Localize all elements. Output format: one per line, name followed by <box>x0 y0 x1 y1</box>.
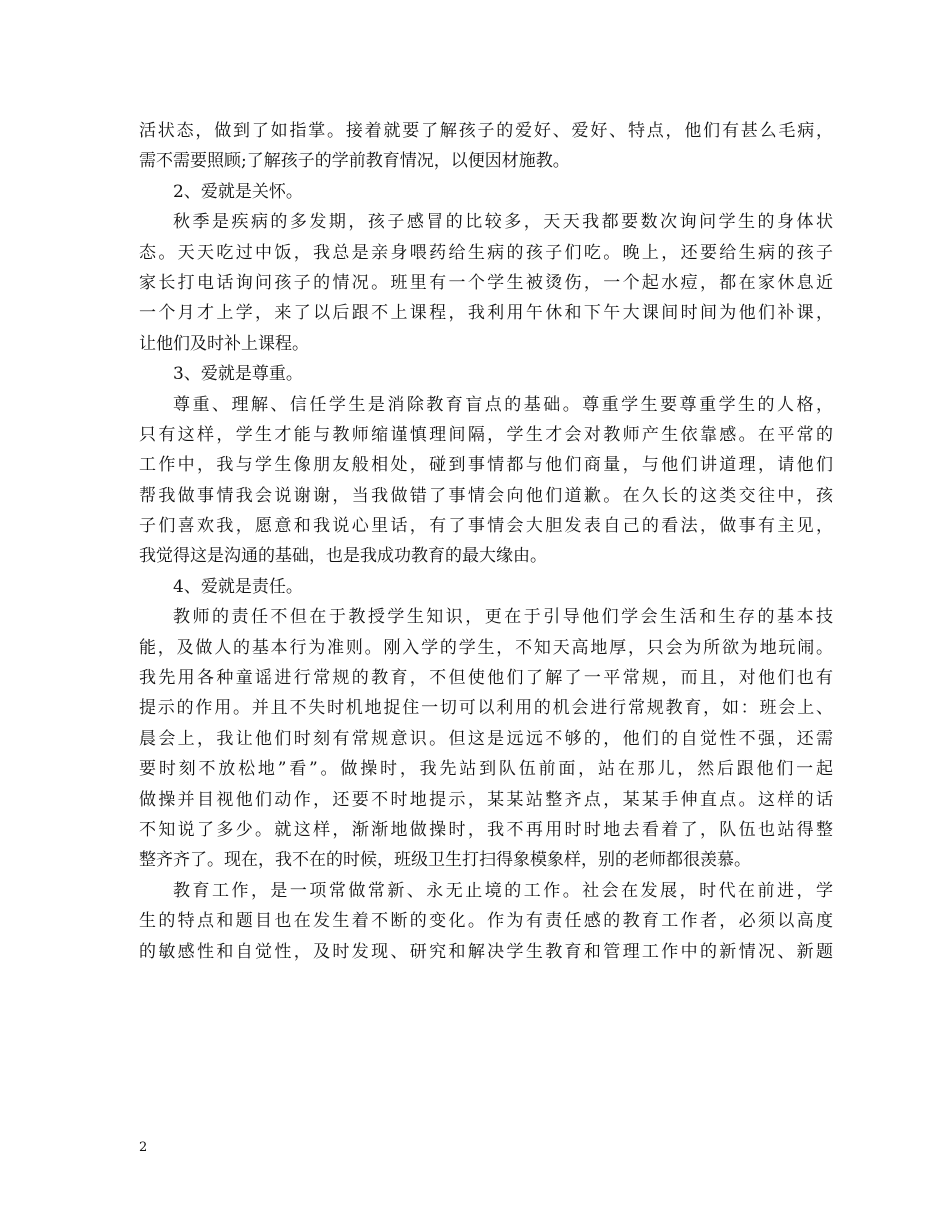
paragraph-line: 让他们及时补上课程。 <box>139 333 309 354</box>
page-number: 2 <box>139 1140 148 1155</box>
paragraph-line: 帮我做事情我会说谢谢，当我做错了事情会向他们道歉。在久长的这类交往中，孩 <box>139 485 833 506</box>
paragraph-line: 晨会上，我让他们时刻有常规意识。但这是远远不够的，他们的自觉性不强，还需 <box>139 728 833 749</box>
paragraph-line: 秋季是疾病的多发期，孩子感冒的比较多，天天我都要数次询问学生的身体状 <box>173 212 833 233</box>
paragraph-line: 做操并目视他们动作，还要不时地提示，某某站整齐点，某某手伸直点。这样的话 <box>139 789 833 810</box>
paragraph-line: 能，及做人的基本行为准则。刚入学的学生，不知天高地厚，只会为所欲为地玩闹。 <box>139 637 833 658</box>
paragraph-line: 生的特点和题目也在发生着不断的变化。作为有责任感的教育工作者，必须以高度 <box>139 911 833 932</box>
section-heading: 3、爱就是尊重。 <box>173 364 303 385</box>
body-text <box>139 116 833 967</box>
paragraph-line: 教育工作，是一项常做常新、永无止境的工作。社会在发展，时代在前进，学 <box>173 880 833 901</box>
paragraph-line: 工作中，我与学生像朋友般相处，碰到事情都与他们商量，与他们讲道理，请他们 <box>139 455 833 476</box>
paragraph-line: 的敏感性和自觉性，及时发现、研究和解决学生教育和管理工作中的新情况、新题 <box>139 941 833 962</box>
paragraph-line: 需不需要照顾;了解孩子的学前教育情况，以便因材施教。 <box>139 151 570 172</box>
section-heading: 2、爱就是关怀。 <box>173 181 303 202</box>
paragraph-line: 提示的作用。并且不失时机地捉住一切可以利用的机会进行常规教育，如：班会上、 <box>139 698 833 719</box>
paragraph-line: 我先用各种童谣进行常规的教育，不但使他们了解了一平常规，而且，对他们也有 <box>139 668 833 689</box>
paragraph-line: 整齐齐了。现在，我不在的时候，班级卫生打扫得象模象样，别的老师都很羡慕。 <box>139 850 751 871</box>
paragraph-line: 要时刻不放松地”看”。做操时，我先站到队伍前面，站在那儿，然后跟他们一起 <box>139 759 833 780</box>
paragraph-line: 不知说了多少。就这样，渐渐地做操时，我不再用时时地去看着了，队伍也站得整 <box>139 819 833 840</box>
paragraph-line: 态。天天吃过中饭，我总是亲身喂药给生病的孩子们吃。晚上，还要给生病的孩子 <box>139 242 833 263</box>
paragraph-line: 子们喜欢我，愿意和我说心里话，有了事情会大胆发表自己的看法，做事有主见， <box>139 516 833 537</box>
paragraph-line: 教师的责任不但在于教授学生知识，更在于引导他们学会生活和生存的基本技 <box>173 607 833 628</box>
section-heading: 4、爱就是责任。 <box>173 576 303 597</box>
paragraph-line: 尊重、理解、信任学生是消除教育盲点的基础。尊重学生要尊重学生的人格， <box>173 394 833 415</box>
paragraph-line: 只有这样，学生才能与教师缩谨慎理间隔，学生才会对教师产生依靠感。在平常的 <box>139 424 833 445</box>
paragraph-line: 活状态，做到了如指掌。接着就要了解孩子的爱好、爱好、特点，他们有甚么毛病， <box>139 121 833 141</box>
paragraph-line: 我觉得这是沟通的基础，也是我成功教育的最大缘由。 <box>139 546 547 567</box>
paragraph-line: 家长打电话询问孩子的情况。班里有一个学生被烫伤，一个起水痘，都在家休息近 <box>139 272 833 293</box>
paragraph-line: 一个月才上学，来了以后跟不上课程，我利用午休和下午大课间时间为他们补课， <box>139 303 833 324</box>
